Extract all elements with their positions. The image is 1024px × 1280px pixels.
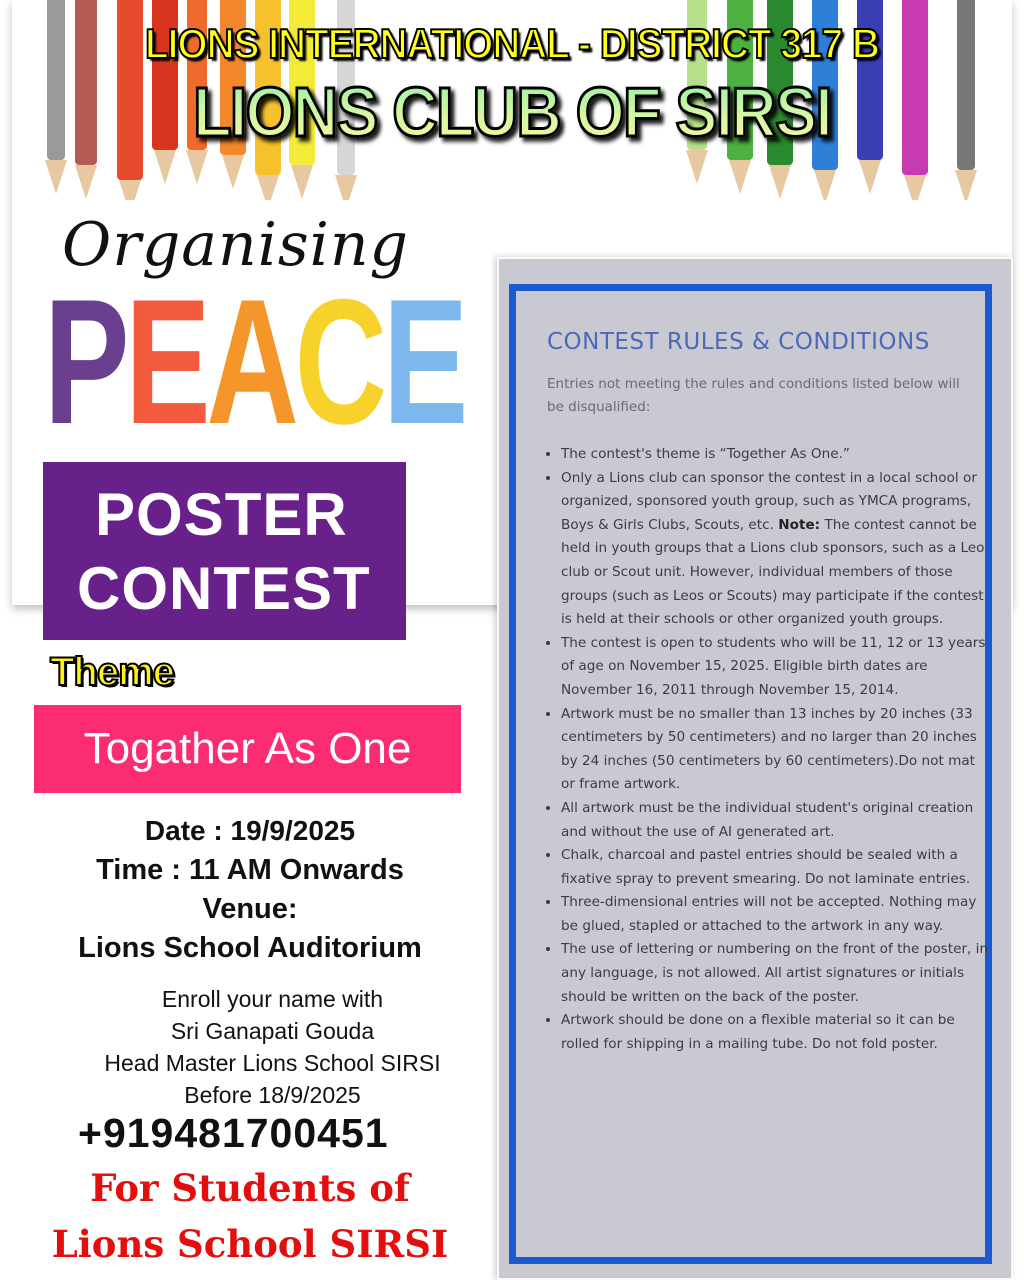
event-venue: Lions School Auditorium	[78, 932, 422, 964]
rule-item: • Three-dimensional entries will not be accepted. Nothing may be glued, stapled or attached to the artwork in any way.	[561, 891, 993, 938]
club-heading: LIONS CLUB OF SIRSI	[51, 72, 973, 152]
peace-letter: C	[294, 262, 383, 461]
rules-list	[539, 443, 993, 1056]
rule-item: • The use of lettering or numbering on the front of the poster, in any language, is not allowed. All artist signatures or initials should be written on the back of the poster.	[561, 938, 993, 1009]
poster-contest-banner	[43, 462, 406, 640]
rules-card	[497, 257, 1013, 1280]
event-time: Time : 11 AM Onwards	[96, 854, 404, 886]
audience-line: Lions School SIRSI	[51, 1222, 449, 1266]
peace-letter: E	[125, 262, 207, 461]
rule-text: Only a Lions club can sponsor the contest in a local school or organized, sponsored youth group, such as YMCA programs, Boys & Girls Clubs, Scouts, etc.	[561, 469, 977, 533]
contest-label: CONTEST	[77, 555, 371, 622]
enroll-line: Enroll your name with	[161, 986, 384, 1012]
peace-wordmark	[44, 262, 464, 461]
rule-item: • Artwork must be no smaller than 13 inches by 20 inches (33 centimeters by 50 centimeters) and no larger than 20 inches by 24 inches (50 centimeters by 60 centimeters).Do not mat or frame artwork.	[561, 703, 993, 797]
enroll-contact-name: Sri Ganapati Gouda	[170, 1018, 375, 1044]
theme-label: Theme	[50, 650, 174, 694]
rule-item	[561, 467, 993, 632]
note-text: The contest cannot be held in youth groups that a Lions club sponsors, such as a Leo club or Scout unit. However, individual members of those groups (such as Leos or Scouts) may participate if the contest is held at their schools or other organized youth groups.	[561, 516, 985, 628]
theme-value-banner: Togather As One	[34, 705, 461, 793]
district-heading: LIONS INTERNATIONAL - DISTRICT 317 B	[144, 20, 879, 67]
enroll-info	[0, 983, 545, 1111]
rule-item: • All artwork must be the individual student's original creation and without the use of AI generated art.	[561, 797, 993, 844]
rule-item: • Chalk, charcoal and pastel entries should be sealed with a fixative spray to prevent smearing. Do not laminate entries.	[561, 844, 993, 891]
audience-line: For Students of	[90, 1166, 410, 1210]
venue-label: Venue:	[202, 893, 298, 925]
peace-letter: P	[44, 262, 126, 461]
rule-item: • Artwork should be done on a flexible material so it can be rolled for shipping in a mailing tube. Do not fold poster.	[561, 1009, 993, 1056]
enroll-contact-title: Head Master Lions School SIRSI	[104, 1050, 441, 1076]
organising-label: Organising	[62, 210, 409, 280]
rule-item: • The contest is open to students who will be 11, 12 or 13 years of age on November 15, 2025. Eligible birth dates are November 16, 2011 through November 15, 2014.	[561, 632, 993, 703]
poster-label: POSTER	[95, 481, 348, 548]
peace-letter: A	[206, 262, 295, 461]
note-label: Note:	[778, 516, 821, 533]
rule-item: • The contest's theme is “Together As One.”	[561, 443, 993, 467]
peace-letter: E	[382, 262, 464, 461]
contact-phone[interactable]: +919481700451	[78, 1110, 389, 1156]
event-date: Date : 19/9/2025	[144, 815, 356, 846]
rules-intro: Entries not meeting the rules and conditions listed below will be disqualified:	[547, 376, 960, 415]
rules-title: CONTEST RULES & CONDITIONS	[547, 329, 930, 355]
enroll-deadline: Before 18/9/2025	[184, 1082, 361, 1108]
audience-note	[0, 1160, 500, 1272]
